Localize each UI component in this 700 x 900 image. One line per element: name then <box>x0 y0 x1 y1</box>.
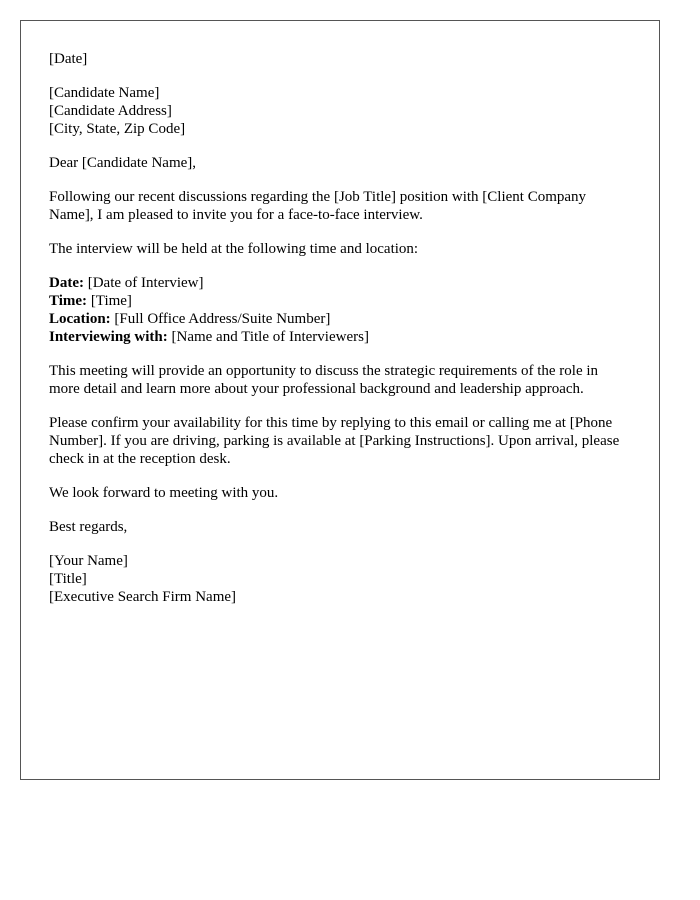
detail-location-label: Location: <box>49 311 111 327</box>
purpose-paragraph: This meeting will provide an opportunity to discuss the strategic requirements of the role in more detail and learn more about your professional background and leadership approach. <box>49 363 599 397</box>
signature-title: [Title] <box>49 571 87 587</box>
interview-details <box>49 274 631 346</box>
letter-date: [Date] <box>49 51 88 67</box>
detail-interviewers-value: [Name and Title of Interviewers] <box>167 329 369 345</box>
sign-off: Best regards, <box>49 519 128 535</box>
closing-line: We look forward to meeting with you. <box>49 485 279 501</box>
detail-time <box>49 292 631 310</box>
recipient-city: [City, State, Zip Code] <box>49 121 186 137</box>
detail-date-label: Date: <box>49 275 84 291</box>
intro-paragraph: Following our recent discussions regarding the [Job Title] position with [Client Company Name], I am pleased to invite you for a face-to-face interview. <box>49 189 587 223</box>
letter-page <box>20 20 660 780</box>
signature-firm: [Executive Search Firm Name] <box>49 589 237 605</box>
confirmation-paragraph: Please confirm your availability for this time by replying to this email or calling me at [Phone Number]. If you are driving, parking is available at [Parking Instructions]. Upon arrival, please check in at the reception desk. <box>49 415 620 467</box>
detail-location <box>49 310 631 328</box>
detail-time-label: Time: <box>49 293 88 309</box>
detail-time-value: [Time] <box>87 293 132 309</box>
signature-block <box>49 552 631 606</box>
recipient-name: [Candidate Name] <box>49 85 160 101</box>
detail-interviewers-label: Interviewing with: <box>49 329 168 345</box>
detail-date <box>49 274 631 292</box>
detail-interviewers <box>49 328 631 346</box>
detail-date-value: [Date of Interview] <box>83 275 204 291</box>
detail-location-value: [Full Office Address/Suite Number] <box>110 311 331 327</box>
signature-name: [Your Name] <box>49 553 128 569</box>
recipient-address-block <box>49 84 631 138</box>
details-intro: The interview will be held at the following time and location: <box>49 241 419 257</box>
salutation: Dear [Candidate Name], <box>49 155 197 171</box>
recipient-address: [Candidate Address] <box>49 103 172 119</box>
